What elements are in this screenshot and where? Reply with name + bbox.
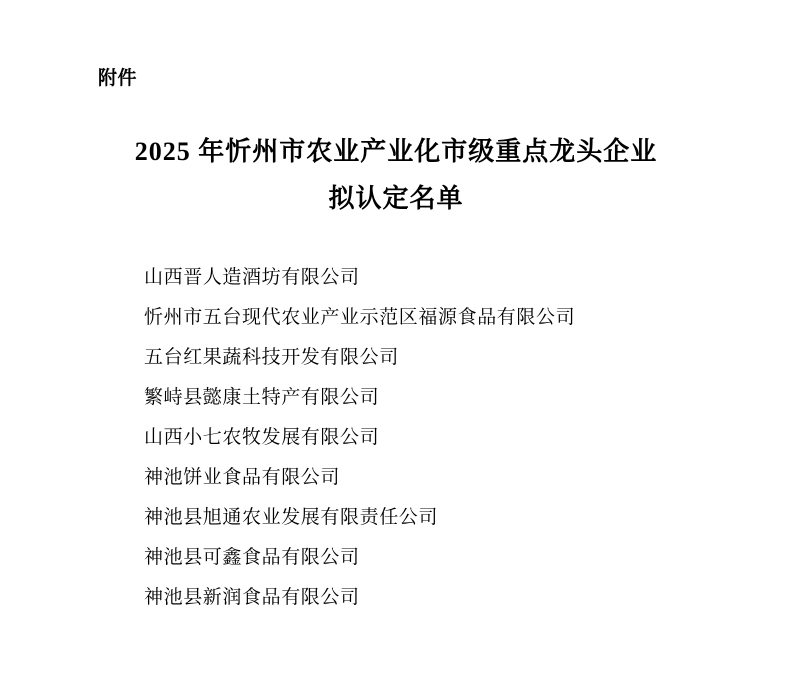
list-item: 神池县旭通农业发展有限责任公司 xyxy=(144,507,439,528)
page-title-line-2: 拟认定名单 xyxy=(328,184,464,213)
page-title-line-1: 2025 年忻州市农业产业化市级重点龙头企业 xyxy=(134,137,658,166)
company-list xyxy=(144,258,744,618)
list-item: 五台红果蔬科技开发有限公司 xyxy=(144,347,399,368)
list-item: 繁峙县懿康土特产有限公司 xyxy=(144,387,380,408)
list-item: 山西小七农牧发展有限公司 xyxy=(144,427,380,448)
list-item: 神池饼业食品有限公司 xyxy=(144,467,341,488)
list-item: 神池县可鑫食品有限公司 xyxy=(144,547,360,568)
page-title xyxy=(96,128,696,222)
list-item: 山西晋人造酒坊有限公司 xyxy=(144,267,360,288)
list-item: 忻州市五台现代农业产业示范区福源食品有限公司 xyxy=(144,307,576,328)
attachment-label: 附件 xyxy=(98,68,138,89)
list-item: 神池县新润食品有限公司 xyxy=(144,587,360,608)
